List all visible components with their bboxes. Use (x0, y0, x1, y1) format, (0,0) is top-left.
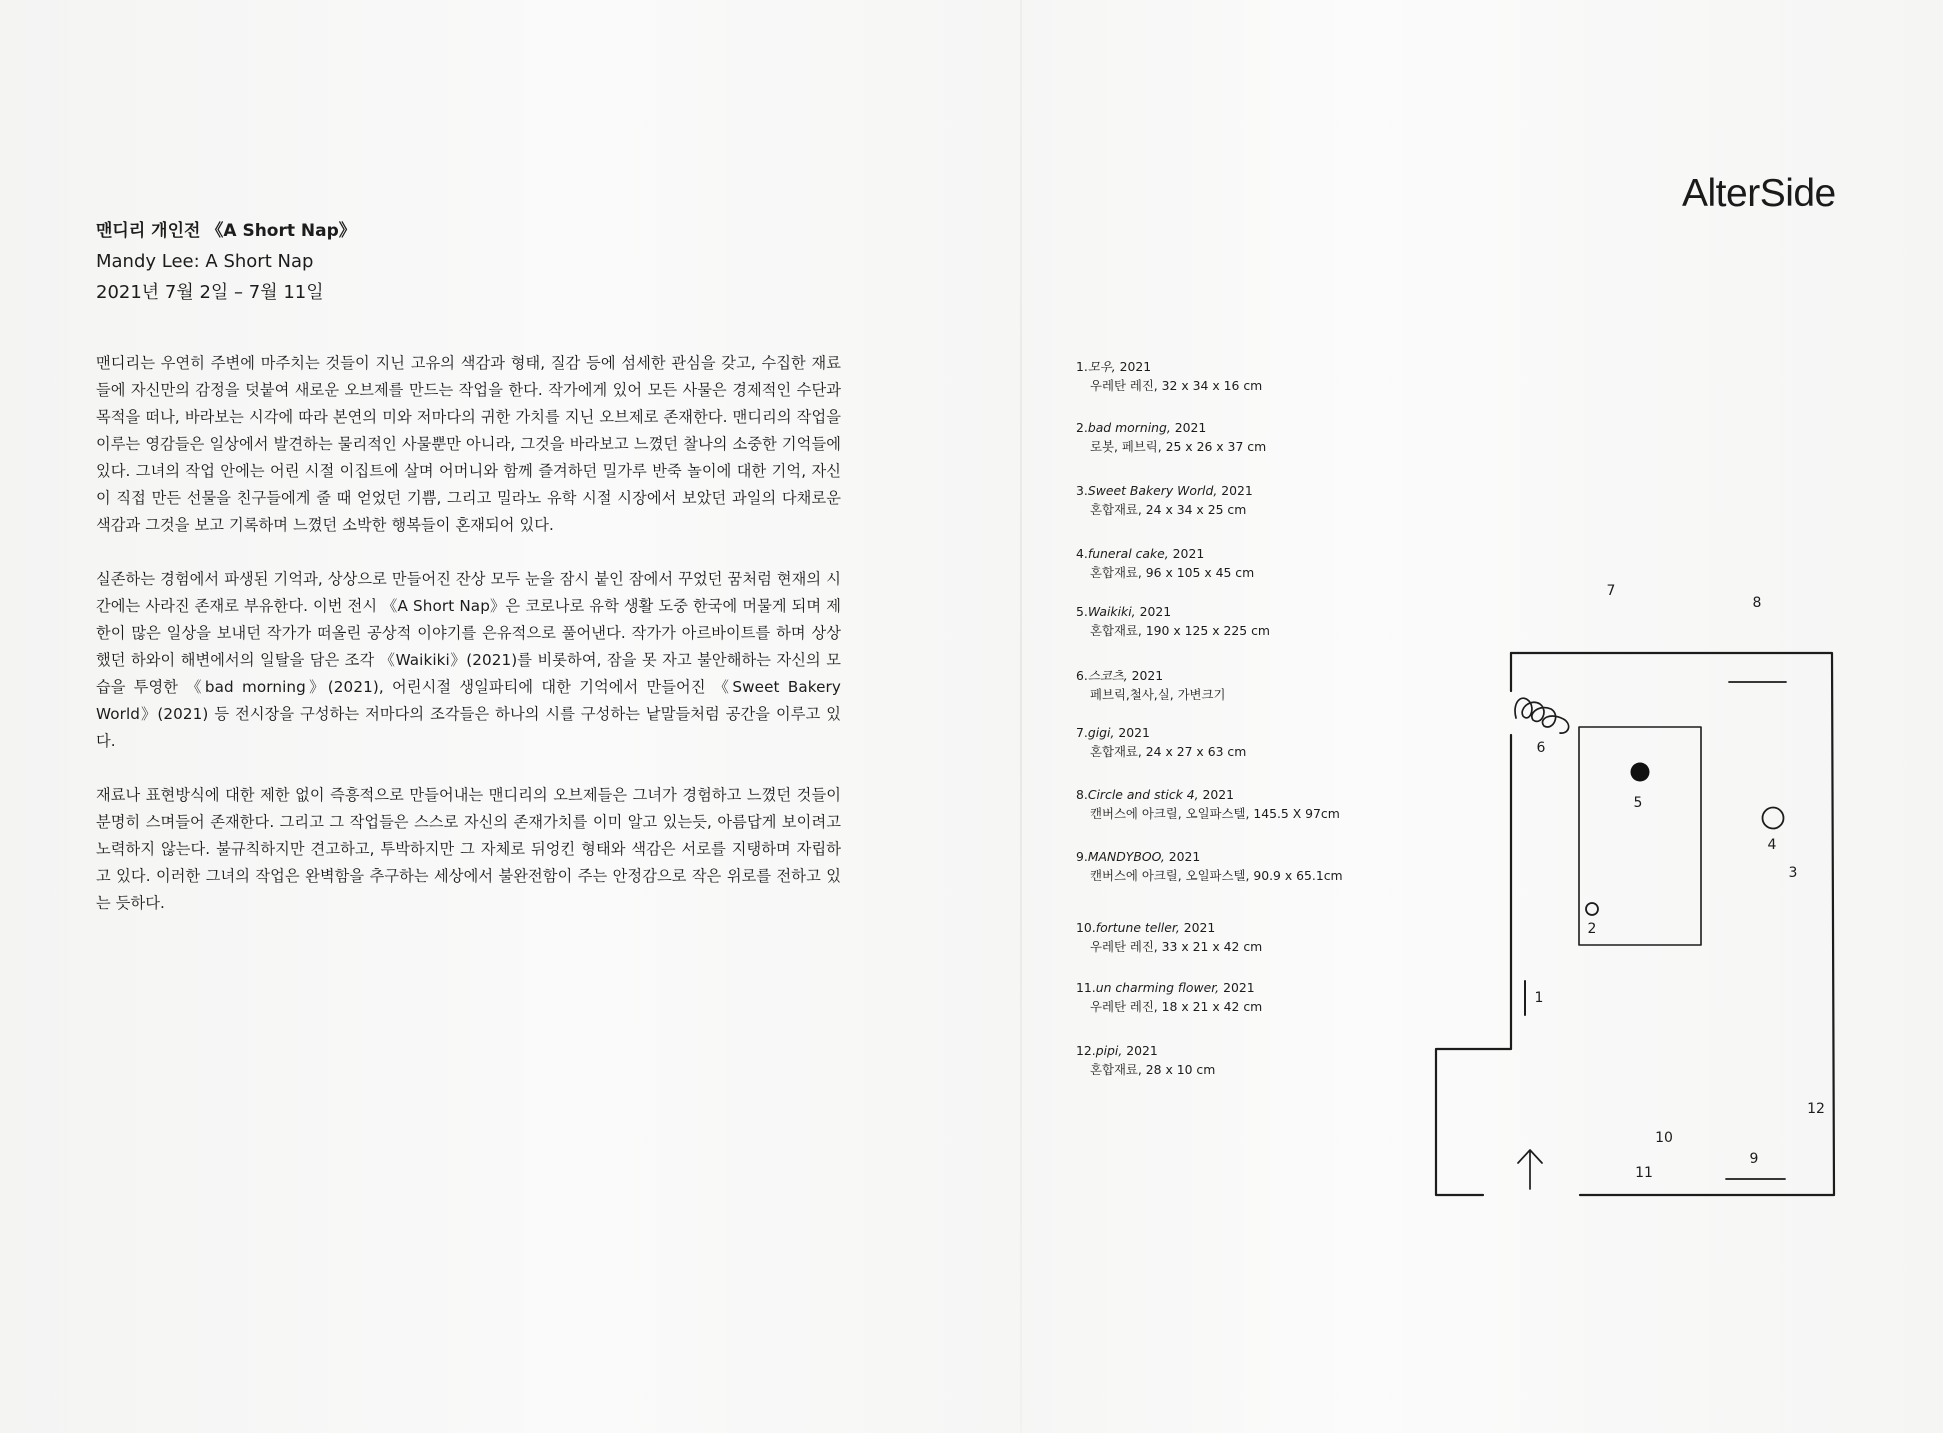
work-item-8: 8.Circle and stick 4, 2021 캔버스에 아크릴, 오일파스텔, 145.5 X 97cm (1076, 787, 1340, 821)
work-item-4: 4.funeral cake, 2021 혼합재료, 96 x 105 x 45 cm (1076, 546, 1255, 580)
alterside-logo: AlterSide (1682, 172, 1836, 215)
entrance-arrow (1518, 1150, 1542, 1189)
work-item-5: 5.Waikiki, 2021 혼합재료, 190 x 125 x 225 cm (1076, 604, 1270, 638)
wall-east-south (1511, 653, 1834, 1195)
map-label-4: 4 (1767, 837, 1777, 853)
work-item-12: 12.pipi, 2021 혼합재료, 28 x 10 cm (1076, 1043, 1216, 1077)
paragraph-2: 실존하는 경험에서 파생된 기억과, 상상으로 만들어진 잔상 모두 눈을 잠시 붙인 잠에서 꾸었던 꿈처럼 현재의 시간에는 사라진 존재로 부유한다. 이번 전시 《A Short Nap》은 코로나로 유학 생활 도중 한국에 머물게 되며 제한이 많은 일상을 보내던 작가가 떠올린 공상적 이야기를 은유적으로 풀어낸다. 작가가 아르바이트를 하며 상상했던 하와이 해변에서의 일탈을 담은 조각 《Waikiki》(2021)를 비롯하여, 잠을 못 자고 불안해하는 자신의 모습을 투영한 《bad morning》(2021), 어린시절 생일파티에 대한 기억에서 만들어진 《Sweet Bakery World》(2021) 등 전시장을 구성하는 저마다의 조각들은 하나의 시를 구성하는 낱말들처럼 공간을 이루고 있다. (96, 570, 841, 750)
map-label-2: 2 (1587, 921, 1597, 937)
map-label-9: 9 (1749, 1151, 1759, 1167)
paper-fold (1020, 0, 1022, 1433)
map-label-1: 1 (1534, 990, 1544, 1006)
work-item-11: 11.un charming flower, 2021 우레탄 레진, 18 x 21 x 42 cm (1076, 980, 1263, 1014)
round-sculpture-2 (1586, 903, 1598, 915)
map-label-8: 8 (1752, 595, 1762, 611)
exhibition-dates: 2021년 7월 2일 – 7월 11일 (96, 282, 324, 303)
map-label-5: 5 (1633, 795, 1643, 811)
exhibition-text (96, 350, 841, 944)
paragraph-1: 맨디리는 우연히 주변에 마주치는 것들이 지닌 고유의 색감과 형태, 질감 등에 섬세한 관심을 갖고, 수집한 재료들에 자신만의 감정을 덧붙여 새로운 오브제를 만드는 작업을 한다. 작가에게 있어 모든 사물은 경제적인 수단과 목적을 떠나, 바라보는 시각에 따라 본연의 미와 저마다의 귀한 가치를 지닌 오브제로 존재한다. 맨디리의 작업을 이루는 영감들은 일상에서 발견하는 물리적인 사물뿐만 아니라, 그것을 바라보고 느꼈던 찰나의 소중한 기억들에 있다. 그녀의 작업 안에는 어린 시절 이집트에 살며 어머니와 함께 즐겨하던 밀가루 반죽 놀이에 대한 기억, 자신이 직접 만든 선물을 친구들에게 줄 때 얻었던 기쁨, 그리고 밀라노 유학 시절 시장에서 보았던 과일의 다채로운 색감과 그것을 보고 기록하며 느꼈던 소박한 행복들이 혼재되어 있다. (96, 354, 841, 534)
map-label-12: 12 (1807, 1101, 1825, 1117)
work-item-3: 3.Sweet Bakery World, 2021 혼합재료, 24 x 34 x 25 cm (1076, 483, 1253, 517)
work-item-2: 2.bad morning, 2021 로봇, 페브릭, 25 x 26 x 37 cm (1076, 420, 1267, 454)
map-label-10: 10 (1655, 1130, 1673, 1146)
work-item-10: 10.fortune teller, 2021 우레탄 레진, 33 x 21 x 42 cm (1076, 920, 1263, 954)
wall-west (1436, 653, 1511, 1195)
title-english: Mandy Lee: A Short Nap (96, 251, 314, 272)
black-dot-5 (1631, 763, 1650, 782)
floor-plan (1420, 555, 1860, 1215)
exhibition-header (96, 218, 356, 310)
work-item-6: 6.스코츠, 2021 페브릭,철사,실, 가변크기 (1076, 668, 1226, 702)
floor-plan-drawing (1420, 555, 1860, 1215)
map-label-7: 7 (1606, 583, 1616, 599)
map-label-6: 6 (1536, 740, 1546, 756)
work-item-9: 9.MANDYBOO, 2021 캔버스에 아크릴, 오일파스텔, 90.9 x 65.1cm (1076, 849, 1343, 883)
work-item-7: 7.gigi, 2021 혼합재료, 24 x 27 x 63 cm (1076, 725, 1247, 759)
map-label-3: 3 (1788, 865, 1798, 881)
title-korean: 맨디리 개인전 《A Short Nap》 (96, 221, 356, 241)
paragraph-3: 재료나 표현방식에 대한 제한 없이 즉흥적으로 만들어내는 맨디리의 오브제들은 그녀가 경험하고 느꼈던 것들이 분명히 스며들어 존재한다. 그리고 그 작업들은 스스로 자신의 존재가치를 이미 알고 있는듯, 아름답게 보이려고 노력하지 않는다. 불규칙하지만 견고하고, 투박하지만 그 자체로 뒤엉킨 형태와 색감은 서로를 지탱하며 자립하고 있다. 이러한 그녀의 작업은 완벽함을 추구하는 세상에서 불완전함이 주는 안정감으로 작은 위로를 전하고 있는 듯하다. (96, 786, 841, 912)
work-item-1: 1.모우, 2021 우레탄 레진, 32 x 34 x 16 cm (1076, 359, 1263, 393)
coiled-sculpture-6 (1515, 698, 1569, 733)
round-sculpture-4 (1763, 808, 1784, 829)
map-label-11: 11 (1635, 1165, 1653, 1181)
